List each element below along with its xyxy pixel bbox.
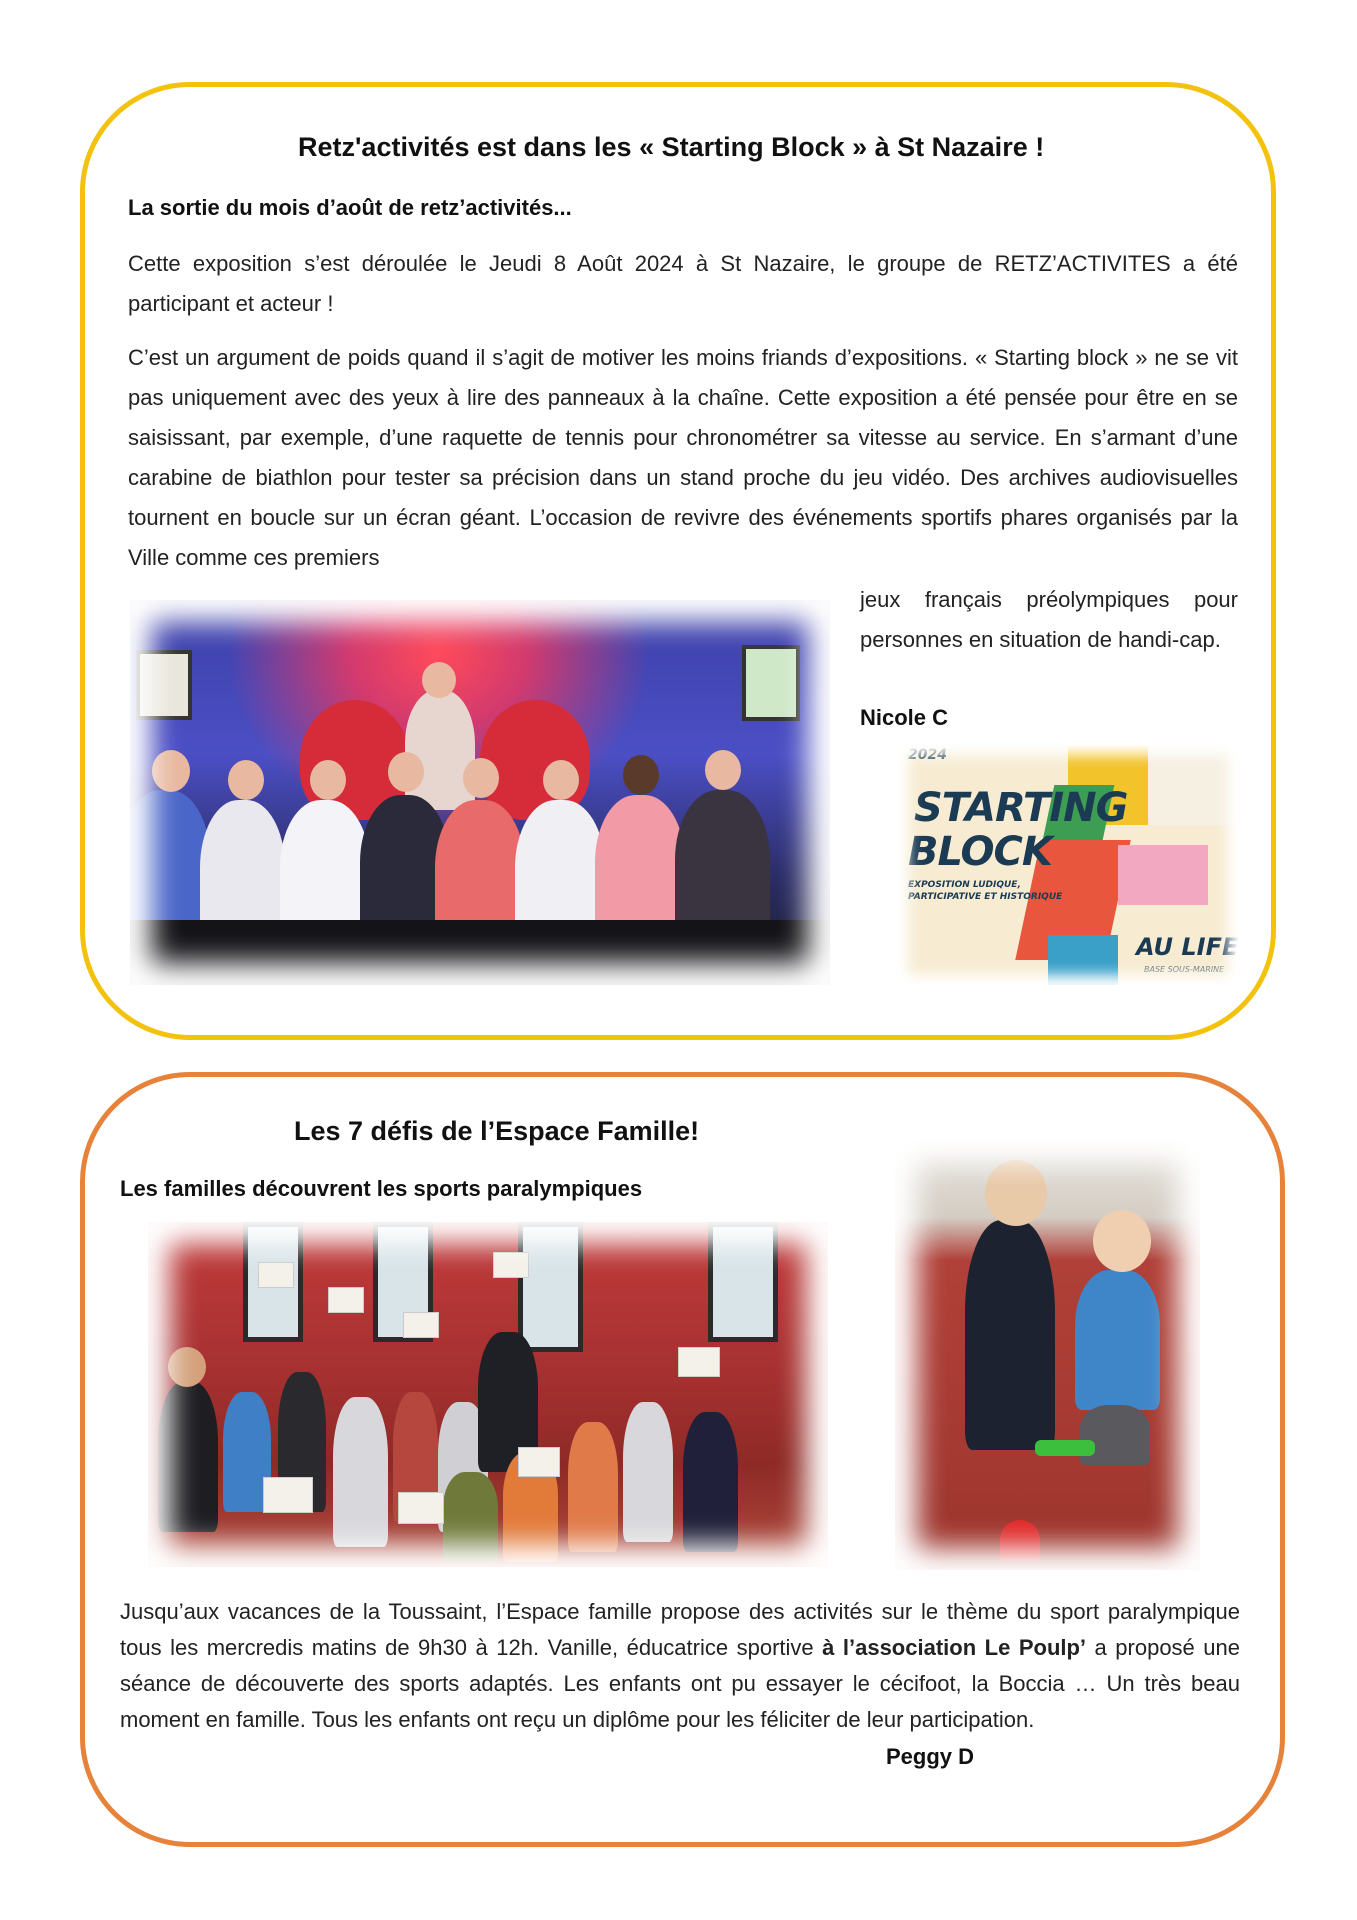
adult-instructor — [158, 1382, 218, 1532]
diploma-8 — [678, 1347, 720, 1377]
poster-venue-sub: BASE SOUS-MARINE — [1144, 965, 1225, 974]
article2-body-part1: Jusqu’aux vacances de la Toussaint, l’Espace famille propose des activités sur le thème du sport paralympique tous les mercredis matins de 9h30 à 12h. Vanille, éducatrice sportive — [120, 1599, 1240, 1660]
kid-10 — [623, 1402, 673, 1542]
green-band — [1035, 1440, 1095, 1456]
poster-stripe-pink — [1118, 845, 1208, 905]
window-3 — [518, 1222, 583, 1352]
diploma-2 — [328, 1287, 364, 1313]
person-1 — [130, 790, 210, 940]
article1-signature: Nicole C — [860, 705, 949, 730]
diploma-4 — [493, 1252, 529, 1278]
poster-title-line1: STARTING — [914, 785, 1128, 831]
person-4-head — [388, 752, 424, 792]
kid-right-shorts — [1080, 1405, 1150, 1465]
poster-venue: AU LIFE — [1136, 933, 1238, 961]
person-2-head — [228, 760, 264, 800]
person-standing — [405, 690, 475, 810]
exhibition-group-photo — [130, 600, 830, 985]
floor — [130, 920, 830, 985]
article1-subtitle: La sortie du mois d’août de retz’activités... — [128, 195, 572, 220]
kid-right-head — [1093, 1210, 1151, 1272]
person-1-head — [152, 750, 190, 792]
person-standing-head — [422, 662, 456, 698]
article1-paragraph2: C’est un argument de poids quand il s’agit de motiver les moins friands d’expositions. « Starting block » ne se vit pas uniquement avec des yeux à lire des panneaux à la chaîne. Cette exposition a été pensée pour être en se saisissant, par exemple, d’une raquette de tennis pour chronométrer sa vitesse au service. En s’armant d’une carabine de biathlon pour tester sa précision dans un stand proche du jeu vidéo. Des archives audiovisuelles tournent en boucle sur un écran géant. L’occasion de revivre des événements sportifs phares organisés par la Ville comme ces premiers — [128, 345, 1238, 570]
article2-body-bold: à l’association Le Poulp’ — [822, 1635, 1087, 1660]
article2-body-part2: a proposé une séance de découverte des sports adaptés. Les enfants ont pu essayer le cécifoot, la Boccia … Un très beau moment en famille. Tous les enfants ont reçu un diplôme pour les féliciter de leur participation. — [120, 1635, 1240, 1732]
poster-stripe-blue — [1048, 935, 1118, 985]
poster-year: 2024 — [908, 747, 947, 763]
kid-7 — [443, 1472, 498, 1562]
starting-block-poster — [898, 745, 1238, 985]
diploma-5 — [263, 1477, 313, 1513]
kid-left — [965, 1220, 1055, 1450]
article1-paragraph2-continued: jeux français préolympiques pour personnes en situation de handi-cap. — [860, 587, 1238, 652]
kid-9 — [568, 1422, 618, 1552]
poster-title-line2: BLOCK — [908, 829, 1052, 875]
article2-subtitle: Les familles découvrent les sports paralympiques — [120, 1176, 643, 1201]
red-cone — [1000, 1520, 1040, 1560]
article1-title: Retz'activités est dans les « Starting Block » à St Nazaire ! — [298, 132, 1045, 162]
wall-frame-left — [136, 650, 192, 720]
article2-signature: Peggy D — [886, 1744, 975, 1769]
kid-3 — [333, 1397, 388, 1547]
kid-11 — [683, 1412, 738, 1552]
poster-tagline2: PARTICIPATIVE ET HISTORIQUE — [908, 892, 1063, 902]
adult-instructor-head — [168, 1347, 206, 1387]
diploma-3 — [403, 1312, 439, 1338]
article2-body — [120, 1594, 1240, 1738]
person-7-head — [623, 755, 659, 795]
poster-stripe-light — [1148, 745, 1238, 825]
kid-left-head — [985, 1160, 1047, 1226]
person-5-head — [463, 758, 499, 798]
diploma-7 — [518, 1447, 560, 1477]
poster-tagline1: EXPOSITION LUDIQUE, — [908, 880, 1021, 890]
person-8-head — [705, 750, 741, 790]
article1-paragraph1: Cette exposition s’est déroulée le Jeudi 8 Août 2024 à St Nazaire, le groupe de RETZ’ACTIVITES a été participant et acteur ! — [128, 251, 1238, 316]
kid-right — [1075, 1270, 1160, 1410]
diploma-6 — [398, 1492, 444, 1524]
window-4 — [708, 1222, 778, 1342]
person-6-head — [543, 760, 579, 800]
families-group-photo — [148, 1222, 828, 1567]
diploma-1 — [258, 1262, 294, 1288]
two-kids-photo — [895, 1140, 1200, 1570]
wall-frame-right — [742, 645, 800, 721]
person-3-head — [310, 760, 346, 800]
article2-title: Les 7 défis de l’Espace Famille! — [294, 1116, 700, 1146]
